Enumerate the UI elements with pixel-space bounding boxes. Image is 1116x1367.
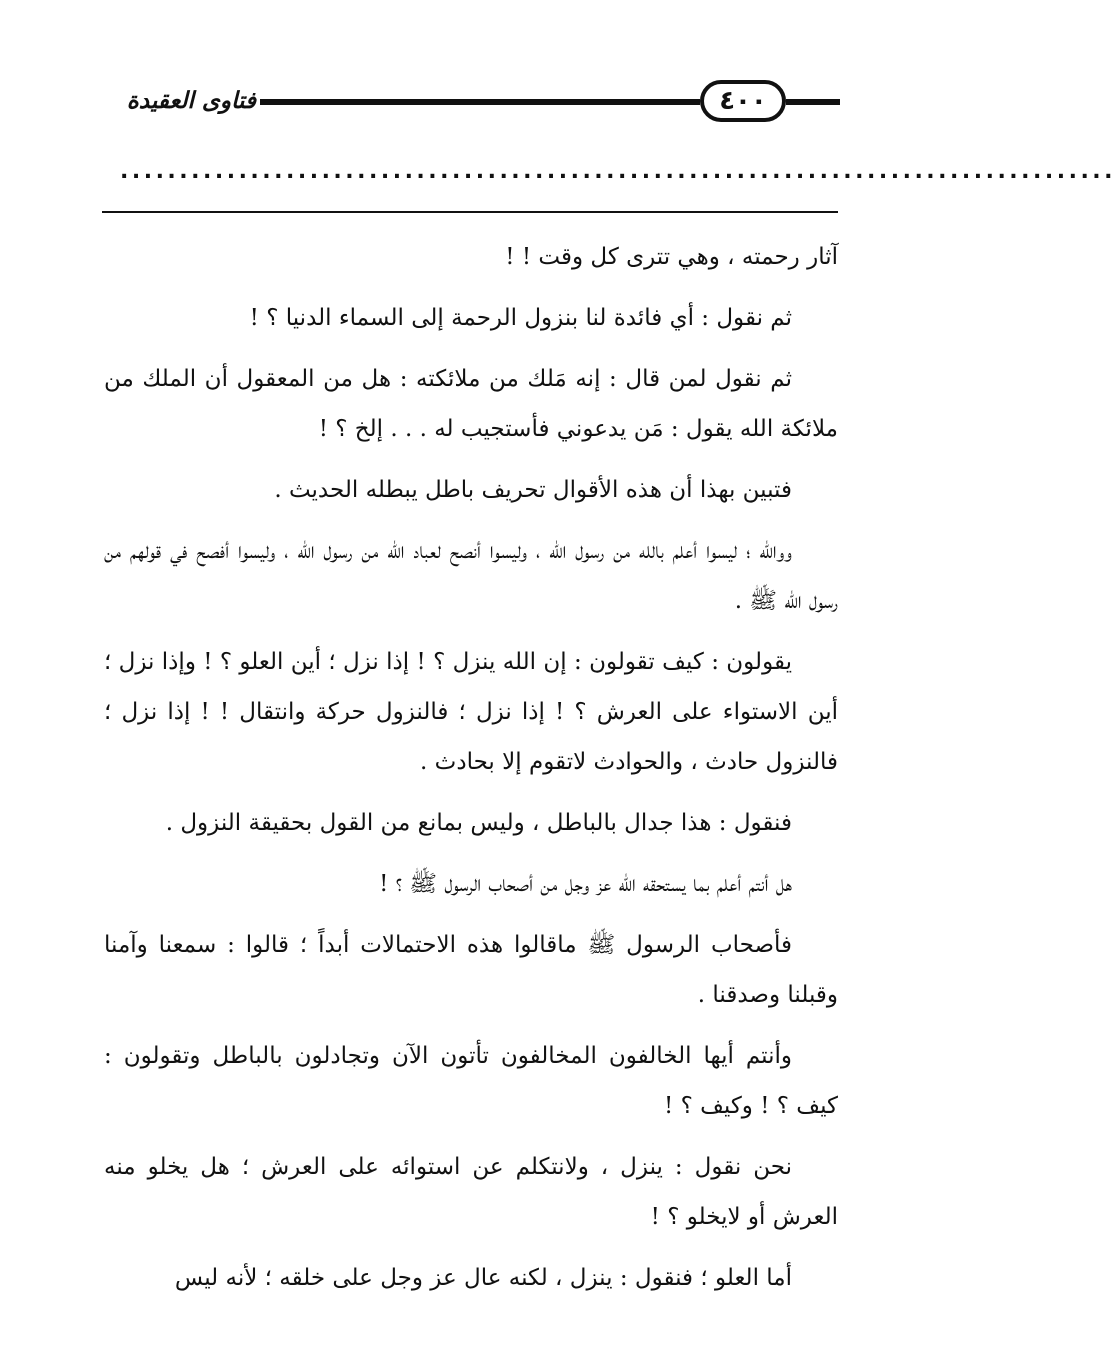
paragraph: ثم نقول : أي فائدة لنا بنزول الرحمة إلى السماء الدنيا ؟ ! [249,305,792,331]
paragraph: وأنتم أيها الخالفون المخالفون تأتون الآن وتجادلون بالباطل وتقولون : كيف ؟ ! وكيف ؟ ! [104,1043,838,1119]
paragraph: آثار رحمته ، وهي تترى كل وقت ! ! [505,244,838,270]
page-body [104,232,838,1314]
separator-line [102,211,838,213]
paragraph: فأصحاب الرسول ﷺ ماقالوا هذه الاحتمالات أبداً ؛ قالوا : سمعنا وآمنا وقبلنا وصدقنا . [104,932,838,1008]
paragraph: فنقول : هذا جدال بالباطل ، وليس بمانع من القول بحقيقة النزول . [165,810,792,836]
page-header [100,78,840,128]
paragraph: ووالله ؛ ليسوا أعلم بالله من رسول الله ، وليسوا أنصح لعباد الله من رسول الله ، وليسوا أفصح في قولهم من رسول الله ﷺ . [104,538,838,614]
paragraph: هل أنتم أعلم بما يستحقه الله عز وجل من أصحاب الرسول ﷺ ؟ ! [379,871,792,897]
header-rule-right [786,99,840,105]
paragraph: أما العلو ؛ فنقول : ينزل ، لكنه عال عز وجل على خلقه ؛ لأنه ليس [174,1265,792,1291]
paragraph: ثم نقول لمن قال : إنه مَلك من ملائكته : هل من المعقول أن الملك من ملائكة الله يقول : مَن يدعوني فأستجيب له . . . إلخ ؟ ! [104,366,838,442]
paragraph: فتبين بهذا أن هذه الأقوال تحريف باطل يبطله الحديث . [274,477,792,503]
header-rule-left [260,99,700,105]
page-number: ٤٠٠ [700,80,786,122]
running-title: فتاوى العقيدة [126,88,256,114]
footnote-dots: .................................................................................... [120,159,1116,184]
paragraph: نحن نقول : ينزل ، ولانتكلم عن استوائه على العرش ؛ هل يخلو منه العرش أو لايخلو ؟ ! [104,1154,838,1230]
paragraph: يقولون : كيف تقولون : إن الله ينزل ؟ ! إذا نزل ؛ أين العلو ؟ ! وإذا نزل ؛ أين الاستواء على العرش ؟ ! إذا نزل ؛ فالنزول حركة وانتقال ! ! إذا نزل ؛ فالنزول حادث ، والحوادث لاتقوم إلا بحادث . [104,649,838,775]
